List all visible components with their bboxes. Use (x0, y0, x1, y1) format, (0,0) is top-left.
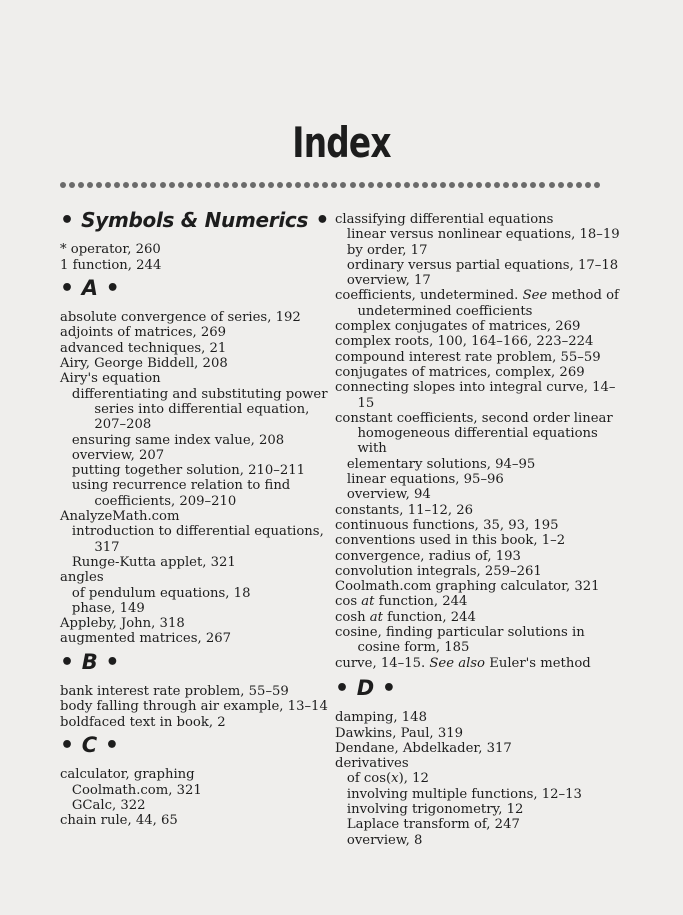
index-subentry: overview, 207 (71, 447, 165, 463)
index-subentry: ensuring same index value, 208 (71, 432, 285, 448)
index-entry: Appleby, John, 318 (60, 616, 185, 632)
index-entry: continuous functions, 35, 93, 195 (335, 517, 559, 533)
index-entry: classifying differential equations (335, 212, 554, 227)
index-subentry: elementary solutions, 94–95 (346, 456, 536, 472)
index-entry: conventions used in this book, 1–2 (335, 533, 566, 549)
index-entry: Dendane, Abdelkader, 317 (335, 740, 512, 756)
index-entry: compound interest rate problem, 55–59 (335, 349, 601, 365)
index-entry: Dawkins, Paul, 319 (335, 725, 463, 741)
index-subentry: introduction to differential equations, 317 (71, 524, 324, 555)
index-entry: constant coefficients, second order linear homogeneous differential equations with (335, 410, 613, 457)
index-subentry: by order, 17 (346, 242, 428, 258)
index-subentry: linear versus nonlinear equations, 18–19 (346, 227, 620, 243)
index-subentry: overview, 94 (346, 487, 431, 503)
index-entry: derivatives (335, 756, 409, 772)
index-entry: adjoints of matrices, 269 (60, 325, 227, 341)
index-entry: bank interest rate problem, 55–59 (60, 684, 289, 700)
index-entry: complex roots, 100, 164–166, 223–224 (335, 334, 594, 350)
index-entry: cosine, finding particular solutions in cosine form, 185 (335, 625, 585, 656)
index-subentry: Coolmath.com, 321 (71, 782, 202, 798)
dotted-divider (60, 182, 600, 188)
section-heading-symbols: • Symbols & Numerics • (60, 208, 330, 233)
index-subentry: Runge-Kutta applet, 321 (71, 554, 236, 570)
section-heading-d: • D • (335, 675, 396, 701)
index-entry: Coolmath.com graphing calculator, 321 (335, 579, 600, 595)
index-subentry: of cos(x), 12 (346, 771, 429, 787)
index-entry: Airy, George Biddell, 208 (60, 356, 228, 372)
right-column (335, 212, 625, 848)
index-entry: calculator, graphing (60, 767, 195, 783)
index-entry: Airy's equation (60, 371, 161, 387)
index-entry: connecting slopes into integral curve, 14–15 (335, 380, 616, 411)
section-heading-b: • B • (60, 649, 120, 675)
index-entry: AnalyzeMath.com (60, 509, 180, 525)
index-entry: * operator, 260 (60, 242, 161, 258)
index-subentry: using recurrence relation to find coefficients, 209–210 (71, 478, 291, 509)
index-subentry: overview, 8 (346, 832, 423, 848)
index-entry: boldfaced text in book, 2 (60, 714, 226, 730)
index-subentry: linear equations, 95–96 (346, 472, 504, 488)
index-entry: coefficients, undetermined. See method of undetermined coefficients (335, 288, 619, 319)
index-subentry: involving trigonometry, 12 (346, 801, 524, 817)
index-entry: 1 function, 244 (60, 257, 162, 273)
section-heading-c: • C • (60, 732, 119, 758)
index-subentry: overview, 17 (346, 273, 431, 289)
page-title: Index (292, 118, 391, 167)
index-subentry: putting together solution, 210–211 (71, 463, 306, 479)
index-subentry: Laplace transform of, 247 (346, 817, 520, 833)
section-heading-a: • A • (60, 275, 120, 301)
index-entry: body falling through air example, 13–14 (60, 699, 328, 715)
index-subentry: of pendulum equations, 18 (71, 585, 251, 601)
index-subentry: GCalc, 322 (71, 797, 146, 813)
index-entry: curve, 14–15. See also Euler's method (335, 655, 591, 671)
index-entry: absolute convergence of series, 192 (60, 310, 301, 326)
index-entry: convergence, radius of, 193 (335, 548, 521, 564)
left-column (60, 205, 328, 828)
index-entry: cos at function, 244 (335, 594, 468, 610)
index-subentry: phase, 149 (71, 600, 145, 616)
index-entry: convolution integrals, 259–261 (335, 563, 542, 579)
index-entry: chain rule, 44, 65 (60, 813, 178, 829)
index-subentry: involving multiple functions, 12–13 (346, 786, 582, 802)
index-entry: augmented matrices, 267 (60, 631, 232, 647)
index-entry: complex conjugates of matrices, 269 (335, 319, 581, 335)
index-entry: constants, 11–12, 26 (335, 502, 474, 518)
index-entry: advanced techniques, 21 (60, 340, 227, 356)
index-subentry: differentiating and substituting power series into differential equation, 207–208 (71, 386, 328, 433)
index-entry: conjugates of matrices, complex, 269 (335, 364, 585, 380)
index-entry: damping, 148 (335, 710, 427, 726)
index-entry: cosh at function, 244 (335, 609, 476, 625)
index-subentry: ordinary versus partial equations, 17–18 (346, 257, 619, 273)
index-entry: angles (60, 570, 104, 586)
